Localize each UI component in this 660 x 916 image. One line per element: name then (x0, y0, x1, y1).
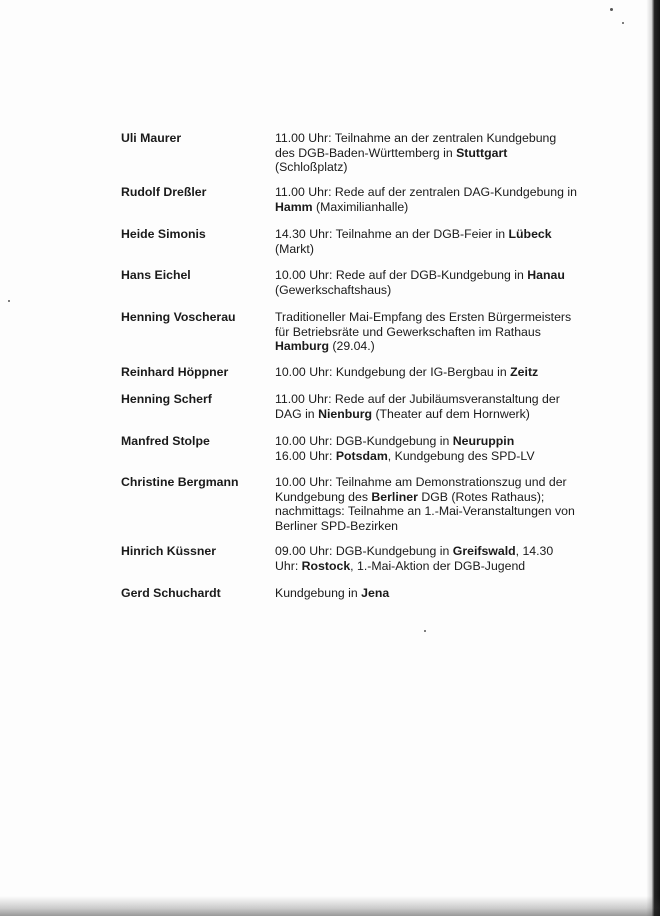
description-line (275, 146, 595, 161)
description-line (275, 310, 595, 325)
person-name: Hinrich Küssner (121, 544, 216, 558)
text-segment: DGB (Rotes Rathaus); (417, 489, 545, 504)
place-name: Greifswald (452, 544, 516, 558)
place-name: Rostock (301, 558, 351, 573)
place-name: Potsdam (335, 448, 388, 463)
scan-bottom-shadow (0, 896, 660, 916)
event-description (275, 185, 595, 214)
scan-speck (8, 300, 10, 302)
text-segment: Kundgebung in (275, 586, 362, 600)
description-line (275, 200, 595, 215)
description-line (275, 559, 595, 574)
text-segment: 11.00 Uhr: Rede auf der zentralen DAG-Kundgebung in (275, 185, 577, 199)
text-segment: 11.00 Uhr: Rede auf der Jubiläumsveranstaltung der (275, 392, 560, 406)
text-segment: , Kundgebung des SPD-LV (387, 448, 535, 463)
event-description (275, 310, 595, 354)
scan-speck (622, 22, 624, 24)
text-segment: , 14.30 (515, 544, 554, 558)
event-description (275, 131, 595, 175)
description-line (275, 434, 595, 449)
scan-edge-shadow (646, 0, 660, 916)
text-segment: des DGB-Baden-Württemberg in (275, 145, 457, 160)
description-line (275, 160, 595, 175)
description-line (275, 490, 595, 505)
text-segment: (Maximilianhalle) (312, 199, 409, 214)
text-segment: für Betriebsräte und Gewerkschaften im Rathaus (275, 324, 541, 339)
place-name: Neuruppin (452, 434, 515, 448)
text-segment: Berliner SPD-Bezirken (275, 518, 399, 533)
description-line (275, 131, 595, 146)
text-segment: 09.00 Uhr: DGB-Kundgebung in (275, 544, 453, 558)
description-line (275, 283, 595, 298)
description-line (275, 475, 595, 490)
event-description (275, 475, 595, 533)
scan-speck (424, 630, 426, 632)
description-line (275, 586, 595, 601)
event-description (275, 392, 595, 421)
event-description (275, 268, 595, 297)
description-line (275, 365, 595, 380)
text-segment: 10.00 Uhr: Rede auf der DGB-Kundgebung in (275, 268, 528, 282)
person-name: Uli Maurer (121, 131, 182, 145)
description-line (275, 339, 595, 354)
person-name: Hans Eichel (121, 268, 191, 282)
place-name: Hanau (527, 268, 565, 282)
text-segment: Kundgebung des (275, 489, 372, 504)
event-description (275, 544, 595, 573)
person-name: Rudolf Dreßler (121, 185, 207, 199)
place-name: Hamburg (275, 339, 329, 353)
description-line (275, 519, 595, 534)
text-segment: 10.00 Uhr: Kundgebung der IG-Bergbau in (275, 365, 511, 379)
description-line (275, 504, 595, 519)
text-segment: 11.00 Uhr: Teilnahme an der zentralen Kundgebung (275, 131, 557, 145)
person-name: Christine Bergmann (121, 475, 239, 489)
description-line (275, 449, 595, 464)
description-line (275, 407, 595, 422)
place-name: Nienburg (318, 406, 373, 421)
description-line (275, 268, 595, 283)
description-line (275, 544, 595, 559)
text-segment: 10.00 Uhr: DGB-Kundgebung in (275, 434, 453, 448)
description-line (275, 185, 595, 200)
text-segment: (Schloßplatz) (275, 160, 348, 174)
text-segment: (Gewerkschaftshaus) (275, 282, 392, 297)
person-name: Heide Simonis (121, 227, 206, 241)
place-name: Stuttgart (456, 145, 508, 160)
event-description (275, 586, 595, 601)
person-name: Reinhard Höppner (121, 365, 229, 379)
text-segment: 16.00 Uhr: (275, 448, 336, 463)
text-segment: (Theater auf dem Hornwerk) (372, 406, 530, 421)
text-segment: Uhr: (275, 558, 302, 573)
event-description (275, 434, 595, 463)
person-name: Gerd Schuchardt (121, 586, 221, 600)
place-name: Lübeck (508, 227, 552, 241)
text-segment: , 1.-Mai-Aktion der DGB-Jugend (350, 558, 526, 573)
text-segment: DAG in (275, 406, 319, 421)
event-description (275, 227, 595, 256)
text-segment: (29.04.) (328, 339, 375, 353)
description-line (275, 392, 595, 407)
description-line (275, 227, 595, 242)
text-segment: (Markt) (275, 241, 314, 256)
text-segment: nachmittags: Teilnahme an 1.-Mai-Veranstaltungen von (275, 504, 575, 518)
text-segment: Traditioneller Mai-Empfang des Ersten Bürgermeisters (275, 310, 572, 324)
place-name: Hamm (275, 199, 313, 214)
text-segment: 10.00 Uhr: Teilnahme am Demonstrationszug und der (275, 475, 567, 489)
person-name: Henning Scherf (121, 392, 212, 406)
event-description (275, 365, 595, 380)
text-segment: 14.30 Uhr: Teilnahme an der DGB-Feier in (275, 227, 509, 241)
person-name: Manfred Stolpe (121, 434, 210, 448)
place-name: Jena (361, 586, 390, 600)
person-name: Henning Voscherau (121, 310, 236, 324)
description-line (275, 242, 595, 257)
scan-speck (610, 8, 613, 11)
place-name: Zeitz (510, 365, 539, 379)
place-name: Berliner (371, 489, 418, 504)
description-line (275, 325, 595, 340)
